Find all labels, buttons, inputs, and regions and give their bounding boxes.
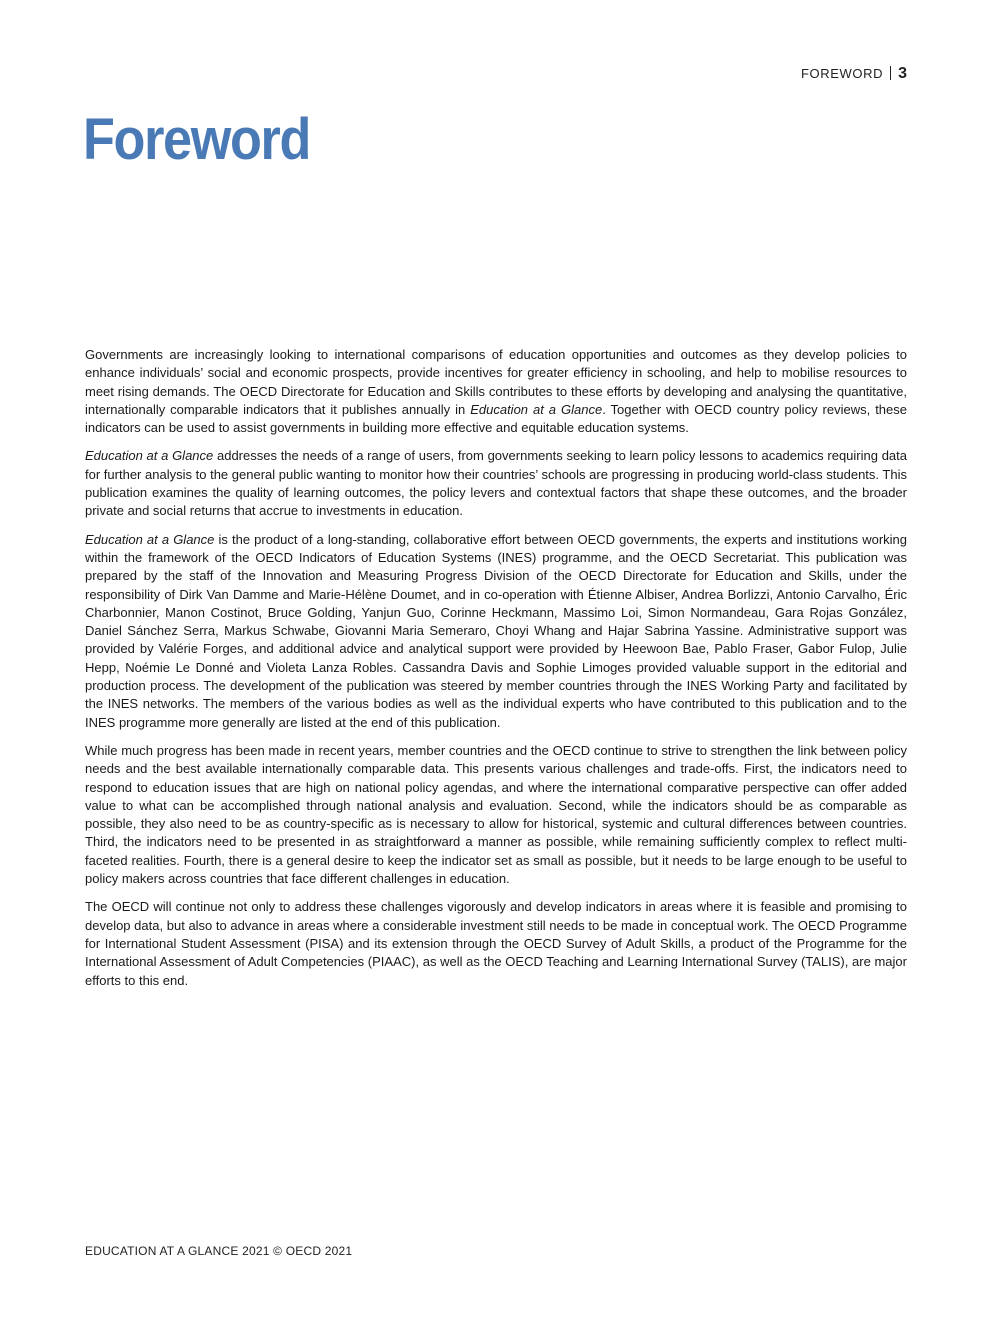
body-text	[85, 346, 907, 1000]
text-run: . Together with OECD country policy reviews, these indicators can be used to assist governments in building more effective and equitable education systems.	[85, 401, 907, 436]
publication-title: Education at a Glance	[85, 448, 214, 464]
running-head	[801, 64, 907, 83]
header-divider	[890, 66, 891, 80]
paragraph	[85, 447, 907, 520]
text-run: While much progress has been made in recent years, member countries and the OECD continue to strive to strengthen the link between policy needs and the best available internationally comparable data. This presents various challenges and trade-offs. First, the indicators need to respond to education issues that are high on national policy agendas, and where the international comparative perspective can offer added value to what can be accomplished through national analysis and evaluation. Second, while the indicators should be as comparable as possible, they also need to be as country-specific as is necessary to allow for historical, systemic and cultural differences between countries. Third, the indicators need to be presented in as straightforward a manner as possible, while remaining sufficiently complex to reflect multi-faceted realities. Fourth, there is a general desire to keep the indicator set as small as possible, but it needs to be large enough to be useful to policy makers across countries that face different challenges in education.	[85, 742, 907, 887]
paragraph	[85, 346, 907, 437]
footer: EDUCATION AT A GLANCE 2021 © OECD 2021	[85, 1244, 353, 1258]
text-run: is the product of a long-standing, collaborative effort between OECD governments, the experts and institutions working within the framework of the OECD Indicators of Education Systems (INES) programme, and the OECD Secretariat. This publication was prepared by the staff of the Innovation and Measuring Progress Division of the OECD Directorate for Education and Skills, under the responsibility of Dirk Van Damme and Marie-Hélène Doumet, and in co-operation with Étienne Albiser, Andrea Borlizzi, Antonio Carvalho, Éric Charbonnier, Manon Costinot, Bruce Golding, Yanjun Guo, Corinne Heckmann, Massimo Loi, Simon Normandeau, Gara Rojas González, Daniel Sánchez Serra, Markus Schwabe, Giovanni Maria Semeraro, Choyi Whang and Hajar Sabrina Yassine. Administrative support was provided by Valérie Forges, and additional advice and analytical support were provided by Heewoon Bae, Pablo Fraser, Gabor Fulop, Julie Hepp, Noémie Le Donné and Violeta Lanza Robles. Cassandra Davis and Sophie Limoges provided valuable support in the editorial and production process. The development of the publication was steered by member countries through the INES Working Party and facilitated by the INES networks. The members of the various bodies as well as the individual experts who have contributed to this publication and to the INES programme more generally are listed at the end of this publication.	[85, 531, 907, 730]
paragraph	[85, 531, 907, 732]
paragraph	[85, 898, 907, 989]
page-title: Foreword	[83, 107, 311, 172]
text-run: The OECD will continue not only to address these challenges vigorously and develop indicators in areas where it is feasible and promising to develop data, but also to advance in areas where a considerable investment still needs to be made in conceptual work. The OECD Programme for International Student Assessment (PISA) and its extension through the OECD Survey of Adult Skills, a product of the Programme for the International Assessment of Adult Competencies (PIAAC), as well as the OECD Teaching and Learning International Survey (TALIS), are major efforts to this end.	[85, 899, 907, 988]
publication-title: Education at a Glance	[470, 401, 603, 417]
publication-title: Education at a Glance	[85, 531, 215, 547]
text-run: Governments are increasingly looking to international comparisons of education opportunities and outcomes as they develop policies to enhance individuals’ social and economic prospects, provide incentives for greater efficiency in schooling, and help to mobilise resources to meet rising demands. The OECD Directorate for Education and Skills contributes to these efforts by developing and analysing the quantitative, internationally comparable indicators that it publishes annually in	[85, 347, 907, 417]
text-run: addresses the needs of a range of users, from governments seeking to learn policy lessons to academics requiring data for further analysis to the general public wanting to monitor how their countries’ schools are progressing in producing world-class students. This publication examines the quality of learning outcomes, the policy levers and contextual factors that shape these outcomes, and the broader private and social returns that accrue to investments in education.	[85, 448, 907, 519]
section-label: FOREWORD	[801, 66, 884, 81]
page-number: 3	[898, 65, 907, 82]
paragraph	[85, 742, 907, 888]
